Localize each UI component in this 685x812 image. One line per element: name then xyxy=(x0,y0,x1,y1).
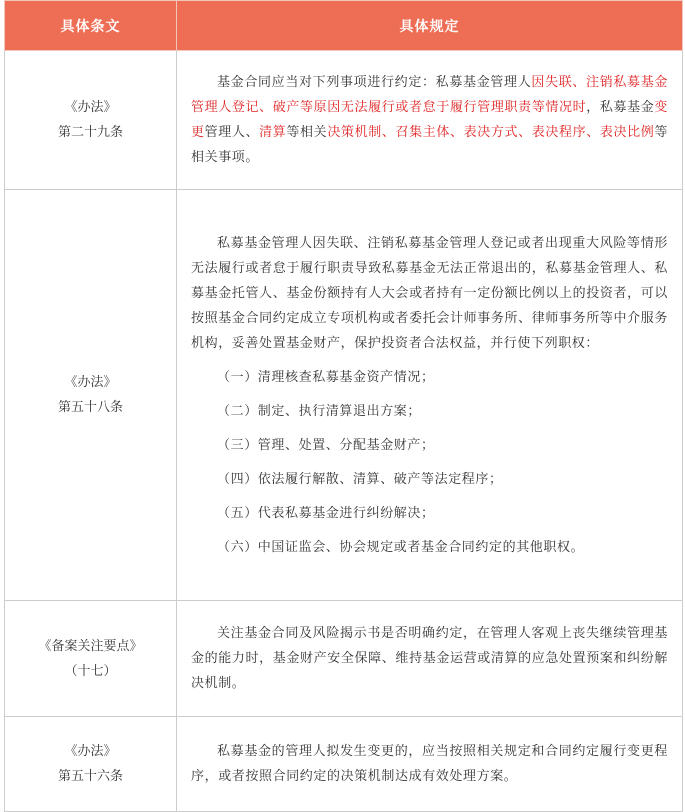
article-source: 《办法》 xyxy=(64,100,117,115)
provision-cell xyxy=(177,717,683,812)
list-item: （三）管理、处置、分配基金财产； xyxy=(217,437,435,453)
article-source: 《办法》 xyxy=(64,744,117,759)
article-ref-cell xyxy=(5,51,177,190)
list-item: （二）制定、执行清算退出方案； xyxy=(217,403,422,419)
table-header-row xyxy=(5,1,683,51)
regulation-table xyxy=(4,0,683,812)
article-source: 《备案关注要点》 xyxy=(38,638,143,654)
article-number: 第五十六条 xyxy=(57,769,123,784)
provision-intro: 私募基金管理人因失联、注销私募基金管理人登记或者出现重大风险等情形无法履行或者怠于履行职责导致私募基金无法正常退出的，私募基金管理人、私募基金托管人、基金份额持有人大会或者持有一定份额比例以上的投资者，可以按照基金合同约定成立专项机构或者委托会计师事务所、律师事务所等中介服务机构，妥善处置基金财产，保护投资者合法权益，并行使下列职权： xyxy=(191,235,668,351)
article-ref-cell xyxy=(5,601,177,717)
provision-text: 关注基金合同及风险揭示书是否明确约定，在管理人客观上丧失继续管理基金的能力时，基金财产安全保障、维持基金运营或清算的应急处置预案和纠纷解决机制。 xyxy=(191,626,668,691)
provision-text xyxy=(191,70,668,170)
list-item: （一）清理核查私募基金资产情况； xyxy=(217,369,435,385)
header-provision: 具体规定 xyxy=(177,1,683,51)
highlighted-text: 决策机制、召集主体、表决方式、表决程序、表决比例 xyxy=(327,125,655,140)
table-row xyxy=(5,190,683,601)
text-segment: ，私募基金 xyxy=(586,100,655,115)
table-row xyxy=(5,717,683,812)
provision-text: 私募基金的管理人拟发生变更的，应当按照相关规定和合同约定履行变更程序，或者按照合同约定的决策机制达成有效处理方案。 xyxy=(191,744,668,784)
list-item: （五）代表私募基金进行纠纷解决； xyxy=(217,505,435,521)
table-row xyxy=(5,601,683,717)
list-item: （六）中国证监会、协会规定或者基金合同约定的其他职权。 xyxy=(217,539,585,555)
highlighted-text: 变更 xyxy=(191,100,668,140)
text-segment: 基金合同应当对下列事项进行约定：私募基金管理人 xyxy=(217,75,532,90)
text-segment: 等相关事项。 xyxy=(191,125,668,165)
article-ref-cell xyxy=(5,717,177,812)
article-source: 《办法》 xyxy=(64,375,117,390)
article-number: 第五十八条 xyxy=(57,400,123,415)
article-ref-cell xyxy=(5,190,177,601)
highlighted-text: 清算 xyxy=(259,125,287,140)
provision-cell xyxy=(177,190,683,601)
provision-cell xyxy=(177,601,683,717)
header-article: 具体条文 xyxy=(5,1,177,51)
list-item: （四）依法履行解散、清算、破产等法定程序； xyxy=(217,471,503,487)
text-segment: 管理人、 xyxy=(204,125,260,140)
provision-cell xyxy=(177,51,683,190)
text-segment: 等相关 xyxy=(286,125,328,140)
highlighted-text: 因失联、注销私募基金管理人登记、破产等原因无法履行或者怠于履行管理职责等情况时 xyxy=(191,75,668,115)
table-row xyxy=(5,51,683,190)
article-number: （十七） xyxy=(64,663,117,679)
article-number: 第二十九条 xyxy=(57,125,123,140)
